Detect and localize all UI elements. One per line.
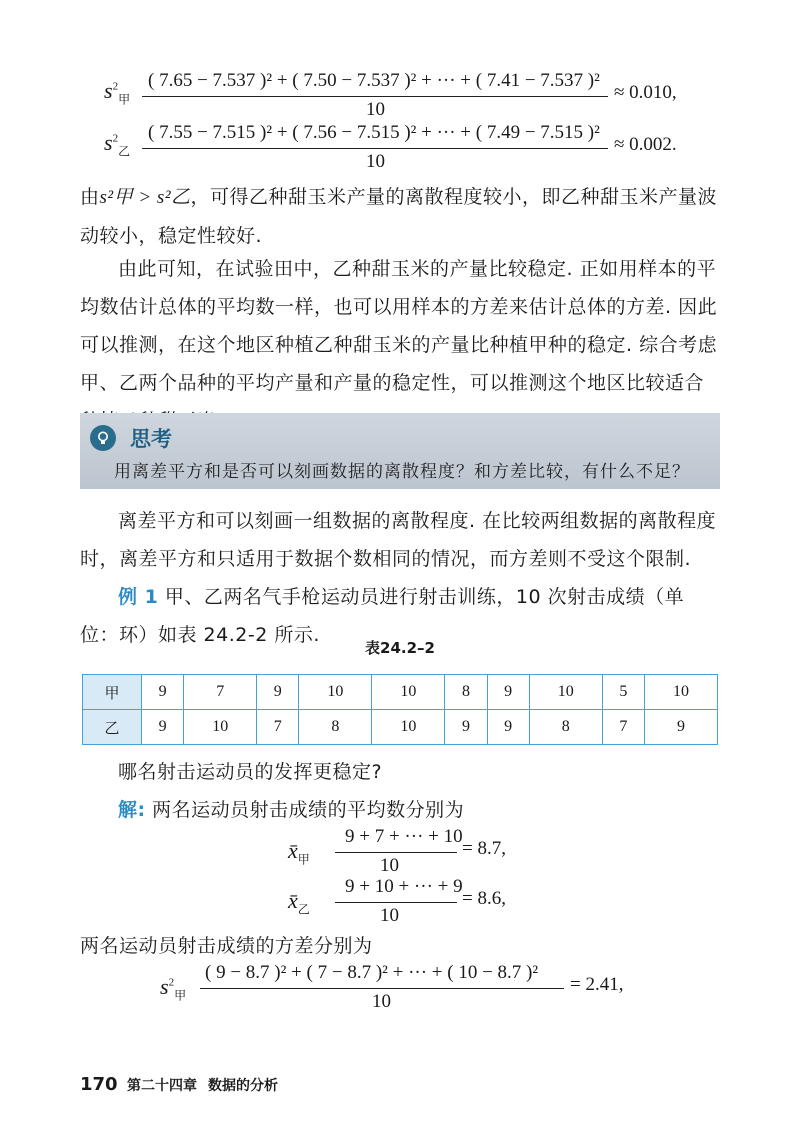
variance-jia2-denominator: 10 [372, 991, 391, 1012]
table-cell: 7 [257, 710, 299, 745]
table-cell: 9 [445, 710, 487, 745]
table-cell: 8 [299, 710, 372, 745]
table-title: 表24.2–2 [365, 639, 435, 657]
table-row [83, 710, 718, 745]
table-cell: 10 [372, 675, 445, 710]
variance-jia2-symbol: $s^2_甲$ [160, 974, 187, 1003]
fraction-line [200, 988, 564, 989]
paragraph-deviation-sum: 离差平方和可以刻画一组数据的离散程度. 在比较两组数据的离散程度时，离差平方和只适用于数据个数相同的情况，而方差则不受这个限制. [80, 510, 717, 570]
table-cell: 9 [487, 710, 529, 745]
paragraph-variance-comparison: 由s²甲 > s²乙，可得乙种甜玉米产量的离散程度较小，即乙种甜玉米产量波动较小，稳定性较好. [80, 186, 718, 247]
mean-yi-denominator: 10 [380, 905, 399, 926]
table-cell: 9 [257, 675, 299, 710]
mean-jia-symbol: $x̄_甲$ [288, 838, 310, 867]
table-cell: 10 [184, 710, 257, 745]
mean-jia-result: = 8.7, [462, 838, 506, 859]
think-question: 用离差平方和是否可以刻画数据的离散程度？和方差比较，有什么不足？ [114, 462, 690, 482]
solution-text: 两名运动员射击成绩的平均数分别为 [152, 799, 465, 821]
table-cell: 5 [602, 675, 644, 710]
chapter-label: 第二十四章 [127, 1078, 197, 1094]
fraction-line [335, 852, 457, 853]
mean-yi-symbol: $x̄_乙$ [288, 888, 310, 917]
page-number: 170 [80, 1074, 118, 1095]
table-cell: 10 [529, 675, 602, 710]
solution-line [80, 791, 720, 829]
variance-jia2-numerator: ( 9 − 8.7 )² + ( 7 − 8.7 )² + ··· + ( 10 − 8.7 )² [205, 962, 539, 983]
variance-jia-denominator: 10 [366, 99, 385, 120]
example-text: 甲、乙两名气手枪运动员进行射击训练，10 次射击成绩（单位：环）如表 24.2-2 所示. [80, 586, 685, 646]
mean-jia-denominator: 10 [380, 855, 399, 876]
example-label: 例 1 [118, 586, 159, 608]
table-cell: 10 [644, 675, 717, 710]
row-label: 甲 [83, 675, 142, 710]
variance-yi-symbol: $s^2_乙$ [104, 130, 131, 159]
variance-jia2-result: = 2.41, [570, 974, 624, 995]
variance-yi-result: ≈ 0.002. [614, 134, 677, 155]
scores-table [82, 674, 718, 745]
row-label: 乙 [83, 710, 142, 745]
table-cell: 9 [487, 675, 529, 710]
table-cell: 7 [184, 675, 257, 710]
fraction-line [142, 96, 608, 97]
variance-yi-denominator: 10 [366, 151, 385, 172]
table-cell: 9 [142, 675, 184, 710]
table-cell: 10 [299, 675, 372, 710]
variance-intro: 两名运动员射击成绩的方差分别为 [80, 935, 373, 957]
lightbulb-icon [90, 425, 116, 451]
table-cell: 8 [445, 675, 487, 710]
mean-yi-result: = 8.6, [462, 888, 506, 909]
variance-jia-numerator: ( 7.65 − 7.537 )² + ( 7.50 − 7.537 )² + ··· + ( 7.41 − 7.537 )² [148, 70, 600, 91]
table-cell: 9 [142, 710, 184, 745]
think-box [80, 413, 720, 489]
paragraph-conclusion: 由此可知，在试验田中，乙种甜玉米的产量比较稳定. 正如用样本的平均数估计总体的平均数一样，也可以用样本的方差来估计总体的方差. 因此可以推测，在这个地区种植乙种甜玉米的产量比种植甲种的稳定. 综合考虑甲、乙两个品种的平均产量和产量的稳定性，可以推测这个地区比较适合 [80, 258, 718, 394]
fraction-line [335, 902, 457, 903]
solution-label: 解: [118, 799, 146, 821]
chapter-title: 数据的分析 [208, 1078, 278, 1094]
variance-jia-symbol: $s^2_甲$ [104, 78, 131, 107]
fraction-line [142, 148, 608, 149]
mean-yi-numerator: 9 + 10 + ··· + 9 [345, 876, 463, 897]
think-title: 思考 [130, 427, 172, 451]
variance-yi-numerator: ( 7.55 − 7.515 )² + ( 7.56 − 7.515 )² + ··· + ( 7.49 − 7.515 )² [148, 122, 600, 143]
table-cell: 8 [529, 710, 602, 745]
table-cell: 7 [602, 710, 644, 745]
table-row [83, 675, 718, 710]
table-cell: 9 [644, 710, 717, 745]
mean-jia-numerator: 9 + 7 + ··· + 10 [345, 826, 463, 847]
question-text: 哪名射击运动员的发挥更稳定? [118, 761, 383, 783]
table-cell: 10 [372, 710, 445, 745]
variance-jia-result: ≈ 0.010, [614, 82, 677, 103]
